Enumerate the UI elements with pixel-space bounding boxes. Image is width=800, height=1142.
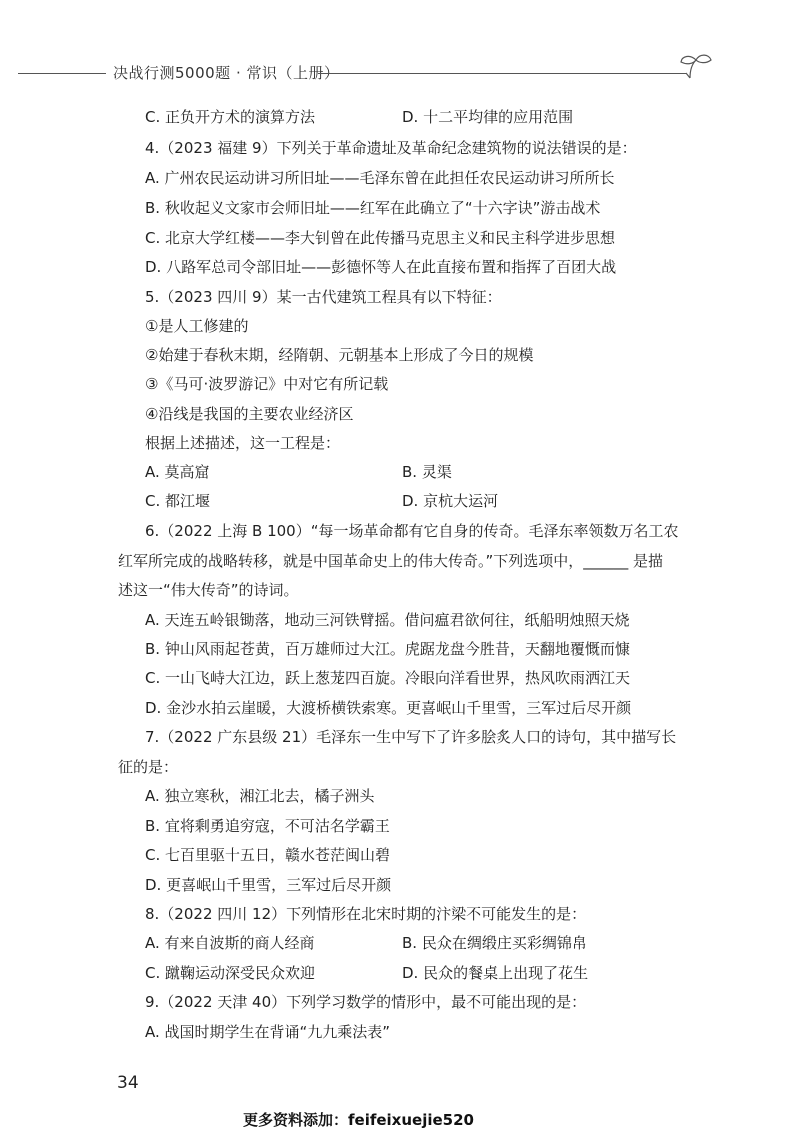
sprout-icon bbox=[676, 52, 716, 88]
question-stem: 8.（2022 四川 12）下列情形在北宋时期的汴梁不可能发生的是： bbox=[145, 905, 587, 923]
question-prompt: 根据上述描述，这一工程是： bbox=[145, 434, 341, 452]
option-b: B. 民众在绸缎庄买彩绸锦帛 bbox=[402, 934, 587, 952]
option-a: A. 战国时期学生在背诵“九九乘法表” bbox=[145, 1023, 391, 1041]
option-a: A. 莫高窟 bbox=[145, 463, 210, 481]
option-a: A. 天连五岭银锄落，地动三河铁臂摇。借问瘟君欲何往，纸船明烛照天烧 bbox=[145, 611, 630, 629]
page-number: 34 bbox=[117, 1073, 139, 1093]
feature-item: ①是人工修建的 bbox=[145, 317, 249, 335]
question-stem: 9.（2022 天津 40）下列学习数学的情形中，最不可能出现的是： bbox=[145, 993, 587, 1011]
question-stem: 征的是： bbox=[118, 758, 179, 776]
question-stem: 述这一“伟大传奇”的诗词。 bbox=[118, 581, 299, 599]
question-stem: 4.（2023 福建 9）下列关于革命遗址及革命纪念建筑物的说法错误的是： bbox=[145, 139, 637, 157]
option-d: D. 八路军总司令部旧址——彭德怀等人在此直接布置和指挥了百团大战 bbox=[145, 258, 617, 276]
option-b: B. 秋收起义文家市会师旧址——红军在此确立了“十六字诀”游击战术 bbox=[145, 199, 601, 217]
page-header bbox=[0, 52, 800, 92]
question-stem: 红军所完成的战略转移，就是中国革命史上的伟大传奇。”下列选项中，______ 是描 bbox=[118, 552, 664, 570]
option-d: D. 京杭大运河 bbox=[402, 492, 499, 510]
option-b: B. 宜将剩勇追穷寇，不可沽名学霸王 bbox=[145, 817, 390, 835]
option-c: C. 一山飞峙大江边，跃上葱茏四百旋。冷眼向洋看世界，热风吹雨洒江天 bbox=[145, 669, 631, 687]
option-d: D. 更喜岷山千里雪，三军过后尽开颜 bbox=[145, 876, 392, 894]
option-c: C. 北京大学红楼——李大钊曾在此传播马克思主义和民主科学进步思想 bbox=[145, 229, 616, 247]
footer-note: 更多资料添加：feifeixuejie520 bbox=[243, 1111, 474, 1129]
book-title: 决战行测5000题 · 常识（上册） bbox=[113, 64, 340, 82]
option-c: C. 正负开方术的演算方法 bbox=[145, 108, 316, 126]
option-a: A. 广州农民运动讲习所旧址——毛泽东曾在此担任农民运动讲习所所长 bbox=[145, 169, 615, 187]
option-c: C. 七百里驱十五日，赣水苍茫闽山碧 bbox=[145, 846, 391, 864]
question-stem: 5.（2023 四川 9）某一古代建筑工程具有以下特征： bbox=[145, 288, 502, 306]
option-c: C. 都江堰 bbox=[145, 492, 211, 510]
question-stem: 7.（2022 广东县级 21）毛泽东一生中写下了许多脍炙人口的诗句，其中描写长 bbox=[145, 728, 677, 746]
feature-item: ③《马可·波罗游记》中对它有所记载 bbox=[145, 375, 389, 393]
header-rule-left bbox=[18, 73, 106, 74]
option-a: A. 有来自波斯的商人经商 bbox=[145, 934, 315, 952]
option-c: C. 蹴鞠运动深受民众欢迎 bbox=[145, 964, 316, 982]
header-rule-right bbox=[318, 73, 686, 74]
feature-item: ②始建于春秋末期，经隋朝、元朝基本上形成了今日的规模 bbox=[145, 346, 534, 364]
option-d: D. 金沙水拍云崖暖，大渡桥横铁索寒。更喜岷山千里雪，三军过后尽开颜 bbox=[145, 699, 632, 717]
option-b: B. 灵渠 bbox=[402, 463, 452, 481]
option-d: D. 十二平均律的应用范围 bbox=[402, 108, 574, 126]
feature-item: ④沿线是我国的主要农业经济区 bbox=[145, 405, 354, 423]
option-d: D. 民众的餐桌上出现了花生 bbox=[402, 964, 589, 982]
option-b: B. 钟山风雨起苍黄，百万雄师过大江。虎踞龙盘今胜昔，天翻地覆慨而慷 bbox=[145, 640, 630, 658]
question-stem: 6.（2022 上海 B 100）“每一场革命都有它自身的传奇。毛泽东率领数万名工农 bbox=[145, 522, 679, 540]
option-a: A. 独立寒秋，湘江北去，橘子洲头 bbox=[145, 787, 375, 805]
